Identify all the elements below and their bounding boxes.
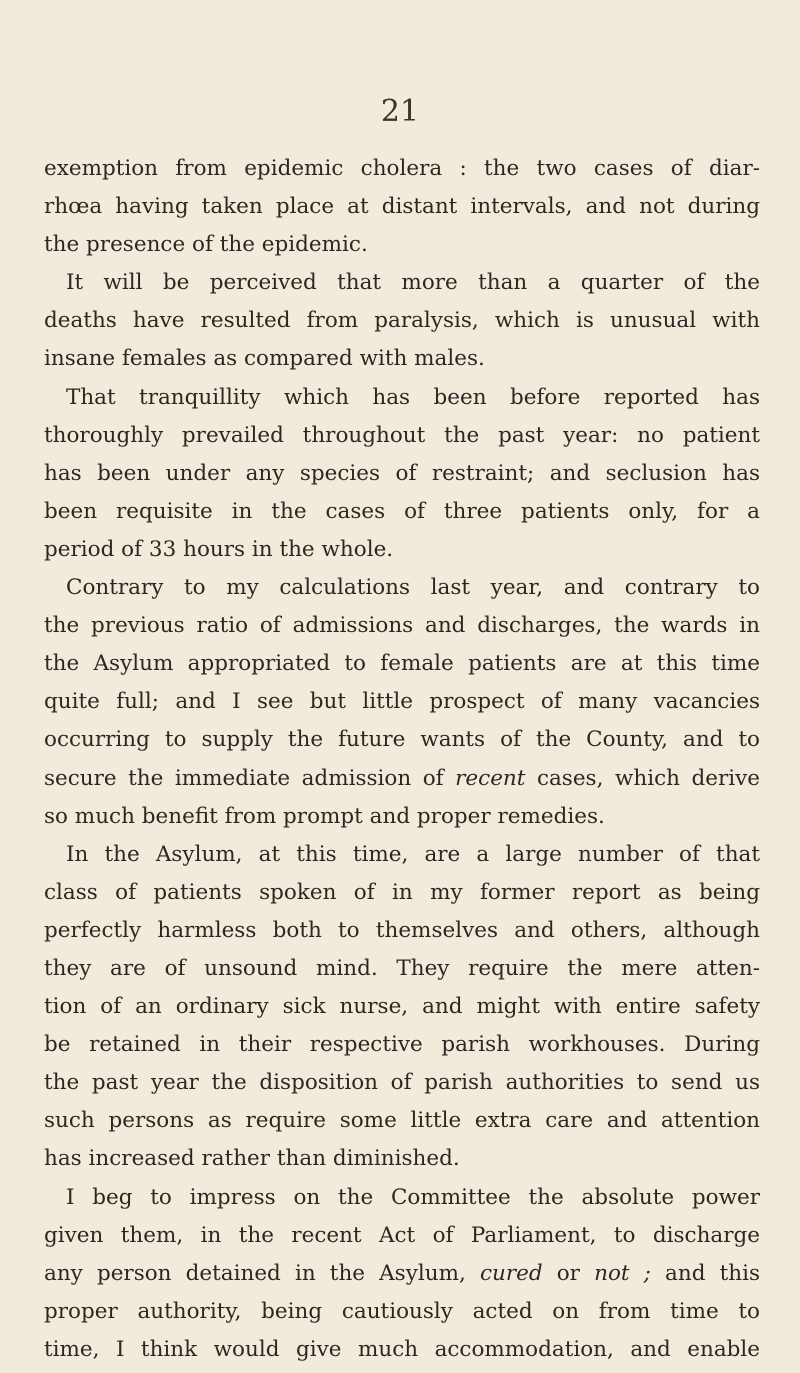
italic-text: cured <box>479 1260 543 1286</box>
text-line: be retained in their respective parish workhouses. During <box>44 1032 760 1058</box>
text-line: the previous ratio of admissions and discharges, the wards in <box>44 613 760 639</box>
text-line: occurring to supply the future wants of the County, and to <box>44 727 760 753</box>
text-line: given them, in the recent Act of Parliament, to discharge <box>44 1222 760 1248</box>
text-line: so much benefit from prompt and proper remedies. <box>44 803 605 829</box>
text-segment: or <box>542 1260 595 1286</box>
text-line: time, I think would give much accommodation, and enable <box>44 1336 760 1362</box>
text-line <box>44 1255 760 1293</box>
text-line <box>44 760 760 798</box>
page-number: 21 <box>380 94 420 129</box>
italic-text: recent <box>455 765 526 791</box>
text-line: proper authority, being cautiously acted on from time to <box>44 1298 760 1324</box>
text-line: It will be perceived that more than a quarter of the <box>66 270 760 296</box>
text-line: I beg to impress on the Committee the absolute power <box>66 1184 760 1210</box>
text-segment: cases, which derive <box>525 765 760 791</box>
text-line: Contrary to my calculations last year, and contrary to <box>66 575 760 601</box>
italic-text: not ; <box>594 1260 651 1286</box>
text-line: has been under any species of restraint; and seclusion has <box>44 460 760 486</box>
text-line: rhœa having taken place at distant intervals, and not during <box>44 194 760 220</box>
text-line: In the Asylum, at this time, are a large number of that <box>66 841 760 867</box>
text-line: exemption from epidemic cholera : the two cases of diar- <box>44 156 760 181</box>
text-segment: and this <box>650 1260 760 1286</box>
text-line: class of patients spoken of in my former report as being <box>44 879 760 905</box>
text-line: the Asylum appropriated to female patients are at this time <box>44 651 760 677</box>
text-line: the presence of the epidemic. <box>44 232 368 258</box>
text-line: been requisite in the cases of three patients only, for a <box>44 498 760 524</box>
text-line: insane females as compared with males. <box>44 346 485 372</box>
text-line: quite full; and I see but little prospect of many vacancies <box>44 689 760 715</box>
text-line: such persons as require some little extra care and attention <box>44 1108 760 1134</box>
text-line: period of 33 hours in the whole. <box>44 536 394 562</box>
text-line: tion of an ordinary sick nurse, and might with entire safety <box>44 994 760 1020</box>
text-line: they are of unsound mind. They require the mere atten- <box>44 955 760 981</box>
text-line: perfectly harmless both to themselves and others, although <box>44 917 760 943</box>
body-text <box>44 150 760 1369</box>
text-line: the past year the disposition of parish authorities to send us <box>44 1070 760 1096</box>
text-segment: any person detained in the Asylum, <box>44 1260 480 1286</box>
text-line: thoroughly prevailed throughout the past year: no patient <box>44 422 760 448</box>
text-segment: secure the immediate admission of <box>44 765 456 791</box>
text-line: deaths have resulted from paralysis, which is unusual with <box>44 308 760 334</box>
text-line: has increased rather than diminished. <box>44 1146 460 1172</box>
text-line: That tranquillity which has been before reported has <box>66 384 760 410</box>
